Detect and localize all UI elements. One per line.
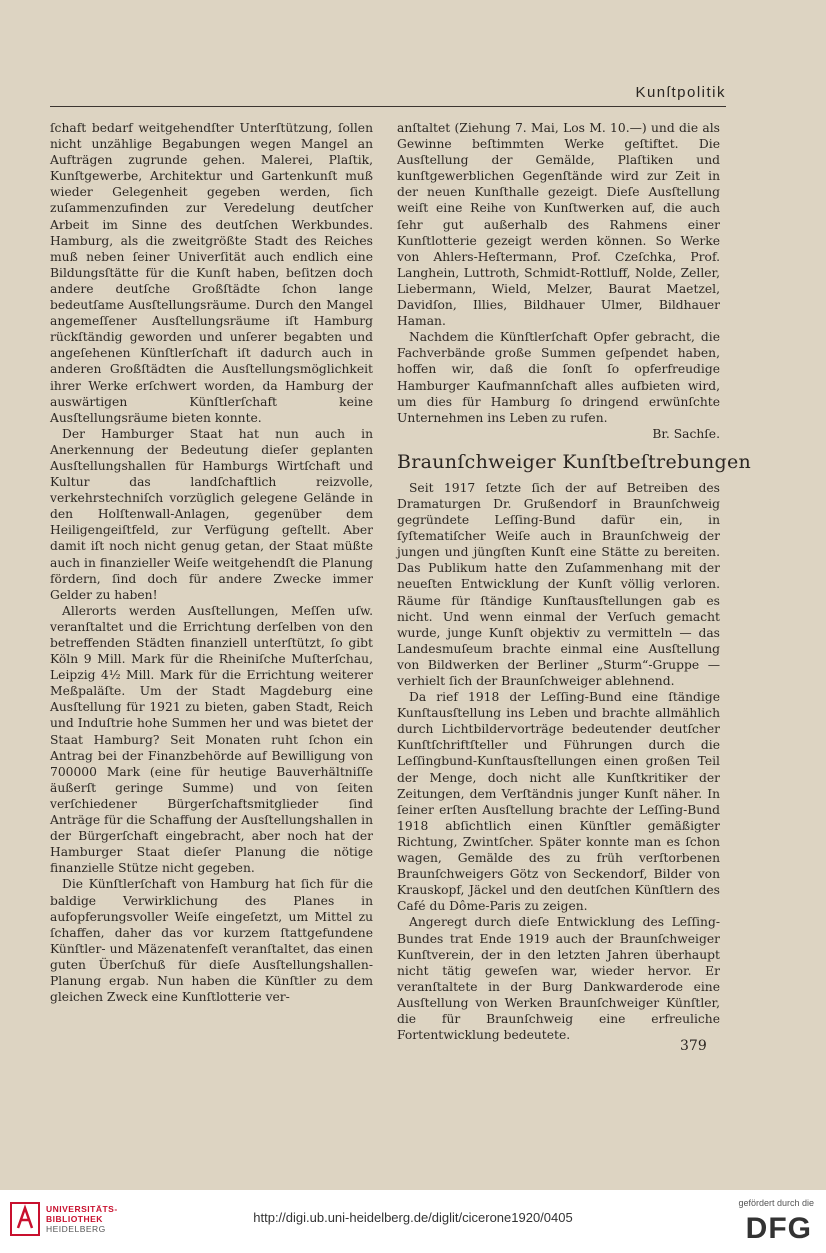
right-paragraph-4: Da rief 1918 der Leſſing-Bund eine ſtändige Kunſtausſtellung ins Leben und brachte allmählich durch Lichtbildervorträge bedeutender deutſcher Kunſtſchriftſteller und Führungen durch die Leſſingbund-Kunſtausſtellungen einen großen Teil der Menge, doch nicht alle Kunſtkritiker der Zeitungen, dem Verſtändnis junger Kunſt näher. In ſeiner erſten Ausſtellung brachte der Leſſing-Bund 1918 abſichtlich einen Künſtler gemäßigter Richtung, Zwintſcher. Später konnte man es ſchon wagen, Gemälde des zu früh verſtorbenen Braunſchweigers Götz von Seckendorf, Bilder von Krauskopf, Jäckel und den deutſchen Künſtlern des Café du Dôme-Paris zu zeigen. — [397, 690, 720, 914]
right-paragraph-2: Nachdem die Künſtlerſchaft Opfer gebracht, die Fachverbände große Summen geſpendet haben, hoffen wir, daß die ſonſt ſo opferfreudige Hamburger Kaufmannſchaft alles aufbieten wird, um dies für Hamburg ſo dringend erwünſchte Unternehmen ins Leben zu rufen. — [397, 330, 720, 425]
author-signature: Br. Sachſe. — [652, 426, 720, 441]
section-heading: Braunſchweiger Kunſtbeſtrebungen — [397, 450, 752, 473]
page-number: 379 — [680, 1038, 707, 1054]
right-column — [397, 120, 752, 1043]
source-url-link[interactable]: http://digi.ub.uni-heidelberg.de/diglit/cicerone1920/0405 — [253, 1210, 573, 1225]
left-column — [50, 120, 373, 1005]
left-paragraph-4: Die Künſtlerſchaft von Hamburg hat ſich für die baldige Verwirklichung des Planes in aufopferungsvoller Weiſe eingeſetzt, um Mittel zu ſchaffen, daher das vor kurzem ſtattgefundene Künſtler- und Mäzenatenfeſt veranſtaltet, das einen guten Überſchuß für dieſe Ausſtellungshallen-Planung ergab. Nun haben die Künſtler zu dem gleichen Zweck eine Kunſtlotterie ver- — [50, 877, 373, 1005]
footer-bar — [0, 1190, 826, 1253]
left-paragraph-2: Der Hamburger Staat hat nun auch in Anerkennung der Bedeutung dieſer geplanten Ausſtellungshallen für Hamburgs Wirtſchaft und Kultur das landſchaftlich reizvolle, verkehrstechniſch vorzüglich gelegene Gelände in den Holſtenwall-Anlagen, gegenüber dem Heiligengeiſtfeld, zur Verfügung geſtellt. Aber damit iſt noch nicht genug getan, der Staat müßte auch in finanzieller Weiſe weitgehendſt die Planung fördern, ſind doch für andere Zwecke immer Gelder zu haben! — [50, 426, 373, 602]
left-paragraph-3: Allerorts werden Ausſtellungen, Meſſen uſw. veranſtaltet und die Errichtung derſelben von den betreffenden Städten finanziell unterſtützt, ſo gibt Köln 9 Mill. Mark für die Rheiniſche Muſterſchau, Leipzig 4½ Mill. Mark für die Errichtung weiterer Meßpaläſte. Um der Stadt Magdeburg eine Ausſtellung für 1921 zu bieten, gaben Stadt, Reich und Induſtrie hohe Summen her und was bietet der Staat Hamburg? Seit Monaten ruht ſchon ein Antrag bei der Finanzbehörde auf Bewilligung von 700000 Mark (eine für heutige Bauverhältniſſe äußerſt geringe Summe) und von ſeiten verſchiedener Bürgerſchaftsmitglieder ſind Anträge für die Schaffung der Ausſtellungshallen in der Bürgerſchaft eingebracht, aber noch hat der Hamburger Staat dieſer Planung die nötige finanzielle Stütze nicht gegeben. — [50, 603, 373, 876]
running-title: Kunſtpolitik — [635, 84, 726, 101]
funding-note: gefördert durch die — [738, 1198, 814, 1208]
right-paragraph-3: Seit 1917 ſetzte ſich der auf Betreiben des Dramaturgen Dr. Grußendorf in Braunſchweig gegründete Leſſing-Bund dafür ein, in ſyſtematiſcher Weiſe auch in Braunſchweig der jungen und jüngſten Kunſt eine Stätte zu bereiten. Das Publikum hatte den Zuſammenhang mit der neueſten Entwicklung der Kunſt völlig verloren. Räume für ſtändige Kunſtausſtellungen gab es nicht. Und wenn einmal der Verſuch gemacht wurde, junge Kunſt objektiv zu vermitteln — das Landesmuſeum brachte einmal eine Ausſtellung von Bildwerken der Berliner „Sturm“-Gruppe — verhielt ſich der Braunſchweiger ablehnend. — [397, 480, 720, 688]
header-rule — [50, 106, 726, 107]
right-paragraph-5: Angeregt durch dieſe Entwicklung des Leſſing-Bundes trat Ende 1919 auch der Braunſchweiger Kunſtverein, der in den letzten Jahren überhaupt nicht tätig geweſen war, wieder hervor. Er veranſtaltete in der Burg Dankwarderode eine Ausſtellung von Werken Braunſchweiger Künſtler, die für Braunſchweig eine erfreuliche Fortentwicklung bedeutete. — [397, 915, 720, 1043]
right-paragraph-1: anſtaltet (Ziehung 7. Mai, Los M. 10.—) und die als Gewinne beſtimmten Werke geſtiftet. Die Ausſtellung der Gemälde, Plaſtiken und kunſtgewerblichen Gegenſtände wird zur Zeit in der neuen Kunſthalle gezeigt. Dieſe Ausſtellung weiſt eine Reihe von Kunſtwerken auf, die auch ſehr gut außerhalb des Rahmens einer Kunſtlotterie gezeigt werden können. So Werke von Ahlers-Heſtermann, Prof. Czeſchka, Prof. Langhein, Luttroth, Schmidt-Rottluff, Nolde, Zeller, Liebermann, Wield, Melzer, Baurat Maetzel, Davidſon, Illies, Bildhauer Ulmer, Bildhauer Haman. — [397, 121, 720, 329]
library-name[interactable]: UNIVERSITÄTS- BIBLIOTHEK HEIDELBERG — [46, 1204, 118, 1234]
left-paragraph-1: ſchaft bedarf weitgehendſter Unterſtützung, ſollen nicht unzählige Begabungen wegen Mangel an Aufträgen zugrunde gehen. Malerei, Plaſtik, Kunſtgewerbe, Architektur und Gartenkunſt muß wieder Gelegenheit gegeben werden, ſich zuſammenzufinden zur Veredelung deutſcher Arbeit im Sinne des deutſchen Werkbundes. Hamburg, als die zweitgrößte Stadt des Reiches muß neben ſeiner Univerſität auch endlich eine Bildungsſtätte für die Kunſt haben, beſitzen doch andere deutſche Großſtädte ſchon lange bedeutſame Ausſtellungsräume. Durch den Mangel angemeſſener Ausſtellungsräume iſt Hamburg rückſtändig geworden und unſerer begabten und angeſehenen Künſtlerſchaft iſt dadurch auch in anderen Großſtädten die Ausſtellungsmöglichkeit ihrer Werke erſchwert worden, da Hamburg der auswärtigen Künſtlerſchaft keine Ausſtellungsräume bieten konnte. — [50, 121, 373, 425]
dfg-logo[interactable]: DFG — [745, 1212, 812, 1245]
